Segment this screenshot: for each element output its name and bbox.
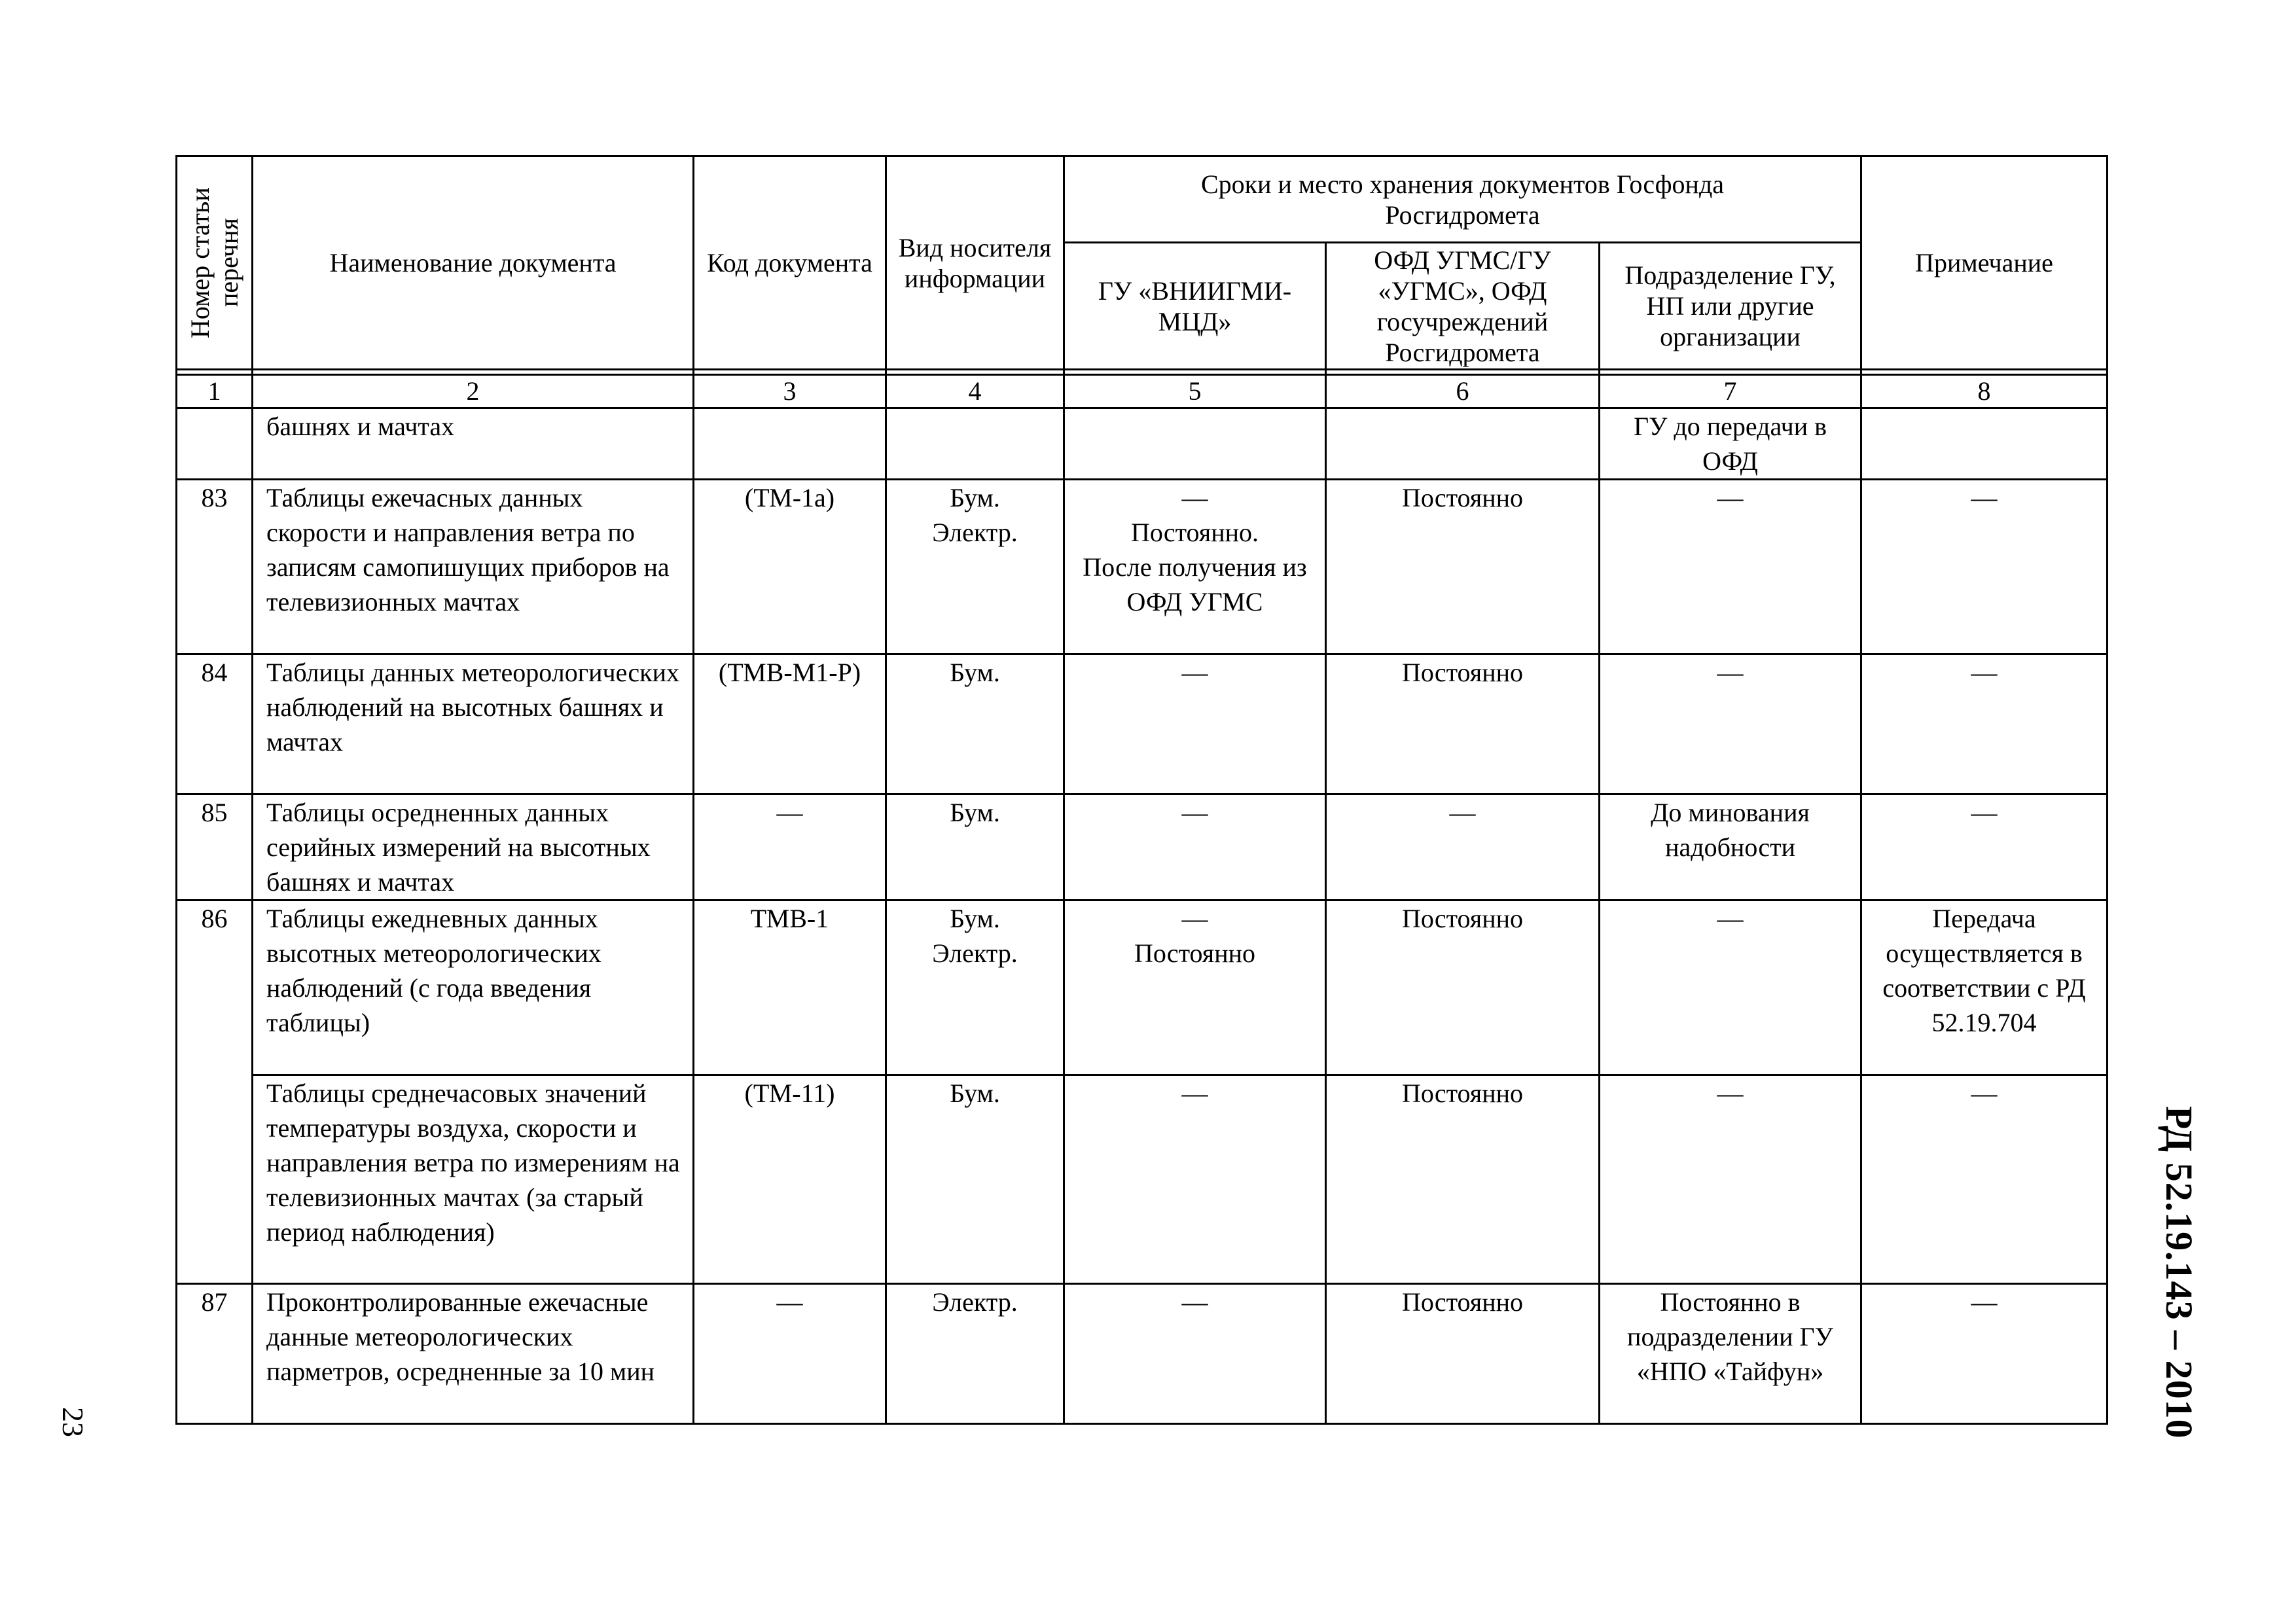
row-medium: Электр.	[886, 1284, 1064, 1424]
row-subdivision-storage: Постоянно в подразделении ГУ «НПО «Тайфун»	[1600, 1284, 1861, 1424]
row-medium: Бум. Электр.	[886, 901, 1064, 1075]
row-subdivision-storage: —	[1600, 654, 1861, 794]
row-vniigmi-storage: — Постоянно. После получения из ОФД УГМС	[1064, 480, 1326, 654]
row-vniigmi-storage: —	[1064, 1075, 1326, 1284]
row-document-code: ТМВ-1	[694, 901, 886, 1075]
row-document-code: —	[694, 1284, 886, 1424]
table-row	[177, 1075, 2108, 1284]
records-table	[175, 155, 2108, 1425]
column-number: 1	[177, 375, 253, 408]
row-number: 85	[177, 794, 253, 901]
table-row	[177, 480, 2108, 654]
row-document-name: Проконтролированные ежечасные данные метеорологических парметров, осредненные за 10 мин	[253, 1284, 694, 1424]
table-row	[177, 654, 2108, 794]
row-medium: Бум.	[886, 654, 1064, 794]
column-number: 3	[694, 375, 886, 408]
row-medium	[886, 408, 1064, 480]
row-number: 86	[177, 901, 253, 1284]
row-ofd-storage: Постоянно	[1326, 480, 1600, 654]
column-number: 5	[1064, 375, 1326, 408]
header-note: Примечание	[1861, 156, 2108, 370]
row-ofd-storage: Постоянно	[1326, 654, 1600, 794]
row-vniigmi-storage: —	[1064, 794, 1326, 901]
row-document-code: —	[694, 794, 886, 901]
header-article-number: Номер статьи перечня	[177, 156, 253, 370]
row-document-name: Таблицы ежедневных данных высотных метеорологических наблюдений (с года введения таблицы)	[253, 901, 694, 1075]
row-vniigmi-storage: —	[1064, 1284, 1326, 1424]
table-row	[177, 794, 2108, 901]
row-note: —	[1861, 1075, 2108, 1284]
row-subdivision-storage: —	[1600, 901, 1861, 1075]
row-vniigmi-storage	[1064, 408, 1326, 480]
row-note: —	[1861, 794, 2108, 901]
row-medium: Бум.	[886, 794, 1064, 901]
row-note	[1861, 408, 2108, 480]
row-note: —	[1861, 480, 2108, 654]
row-number: 87	[177, 1284, 253, 1424]
row-vniigmi-storage: —	[1064, 654, 1326, 794]
row-document-code: (ТМ-1а)	[694, 480, 886, 654]
column-number: 6	[1326, 375, 1600, 408]
row-document-name: Таблицы осредненных данных серийных измерений на высотных башнях и мачтах	[253, 794, 694, 901]
table-row	[177, 408, 2108, 480]
header-document-name: Наименование документа	[253, 156, 694, 370]
column-number: 8	[1861, 375, 2108, 408]
row-subdivision-storage: —	[1600, 1075, 1861, 1284]
header-vniigmi: ГУ «ВНИИГМИ-МЦД»	[1064, 243, 1326, 370]
row-document-name: Таблицы данных метеорологических наблюдений на высотных башнях и мачтах	[253, 654, 694, 794]
row-document-name: Таблицы среднечасовых значений температуры воздуха, скорости и направления ветра по измерениям на телевизионных мачтах (за старый период наблюдения)	[253, 1075, 694, 1284]
row-medium: Бум.	[886, 1075, 1064, 1284]
row-number: 83	[177, 480, 253, 654]
row-subdivision-storage: До минования надобности	[1600, 794, 1861, 901]
row-document-code	[694, 408, 886, 480]
header-document-code: Код документа	[694, 156, 886, 370]
row-ofd-storage	[1326, 408, 1600, 480]
header-medium: Вид носителя информации	[886, 156, 1064, 370]
column-number-row	[177, 375, 2108, 408]
row-medium: Бум. Электр.	[886, 480, 1064, 654]
header-storage-group: Сроки и место хранения документов Госфонда Росгидромета	[1064, 156, 1861, 243]
row-document-name: башнях и мачтах	[253, 408, 694, 480]
row-ofd-storage: Постоянно	[1326, 1075, 1600, 1284]
table-row	[177, 901, 2108, 1075]
header-ofd-ugms: ОФД УГМС/ГУ «УГМС», ОФД госучреждений Росгидромета	[1326, 243, 1600, 370]
table-row	[177, 1284, 2108, 1424]
row-note: Передача осуществляется в соответствии с РД 52.19.704	[1861, 901, 2108, 1075]
row-ofd-storage: —	[1326, 794, 1600, 901]
row-vniigmi-storage: — Постоянно	[1064, 901, 1326, 1075]
row-number	[177, 408, 253, 480]
row-document-code: (ТМВ-М1-Р)	[694, 654, 886, 794]
row-ofd-storage: Постоянно	[1326, 901, 1600, 1075]
row-number: 84	[177, 654, 253, 794]
row-ofd-storage: Постоянно	[1326, 1284, 1600, 1424]
column-number: 2	[253, 375, 694, 408]
row-note: —	[1861, 1284, 2108, 1424]
row-document-name: Таблицы ежечасных данных скорости и направления ветра по записям самопишущих приборов на телевизионных мачтах	[253, 480, 694, 654]
column-number: 7	[1600, 375, 1861, 408]
page-number: 23	[56, 1407, 90, 1437]
row-note: —	[1861, 654, 2108, 794]
row-document-code: (ТМ-11)	[694, 1075, 886, 1284]
row-subdivision-storage: ГУ до передачи в ОФД	[1600, 408, 1861, 480]
document-code: РД 52.19.143 – 2010	[2158, 1106, 2200, 1439]
column-number: 4	[886, 375, 1064, 408]
header-subdivision: Подразделение ГУ, НП или другие организации	[1600, 243, 1861, 370]
row-subdivision-storage: —	[1600, 480, 1861, 654]
